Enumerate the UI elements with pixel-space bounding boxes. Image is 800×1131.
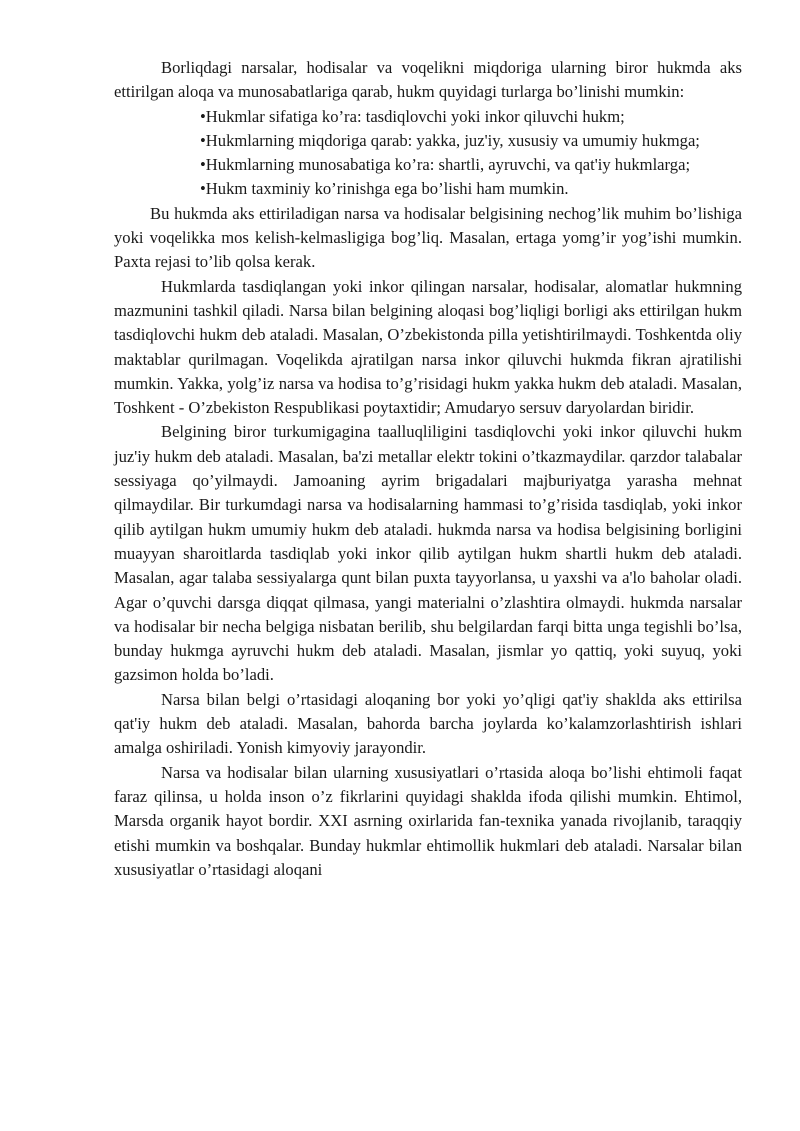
- paragraph-importance: Bu hukmda aks ettiriladigan narsa va hodisalar belgisining nechog’lik muhim bo’lishiga yoki voqelikka mos kelish-kelmasligiga bog’liq. Masalan, ertaga yomg’ir yog’ishi mumkin. Paxta rejasi to’lib qolsa kerak.: [114, 203, 742, 272]
- bullet-item-relation: •Hukmlarning munosabatiga ko’ra: shartli, ayruvchi, va qat'iy hukmlarga;: [200, 155, 691, 175]
- paragraph-affirmative-negative: Hukmlarda tasdiqlangan yoki inkor qilingan narsalar, hodisalar, alomatlar hukmning mazmunini tashkil qiladi. Narsa bilan belgining aloqasi bog’liqligi borligi aks ettirilgan hukm tasdiqlovchi hukm deb ataladi. Masalan, O’zbekistonda pilla yetishtirilmaydi. Toshkentda oliy maktablar qurilmagan. Voqelikda ajratilgan narsa inkor qiluvchi hukmda fikran ajratilishi mumkin. Yakka, yolg’iz narsa va hodisa to’g’risidagi hukm yakka hukm deb ataladi. Masalan, Toshkent - O’zbekiston Respublikasi poytaxtidir; Amudaryo sersuv daryolardan biridir.: [114, 276, 742, 418]
- intro-paragraph: Borliqdagi narsalar, hodisalar va voqelikni miqdoriga ularning biror hukmda aks ettirilgan aloqa va munosabatlariga qarab, hukm quyidagi turlarga bo’linishi mumkin:: [114, 58, 742, 102]
- bullet-item-quality: •Hukmlar sifatiga ko’ra: tasdiqlovchi yoki inkor qiluvchi hukm;: [200, 106, 625, 126]
- bullet-item-modality: •Hukm taxminiy ko’rinishga ega bo’lishi ham mumkin.: [200, 179, 569, 199]
- paragraph-probable: Narsa va hodisalar bilan ularning xususiyatlari o’rtasida aloqa bo’lishi ehtimoli faqat faraz qilinsa, u holda inson o’z fikrlarini quyidagi shaklda ifoda qilishi mumkin. Ehtimol, Marsda organik hayot bordir. XXI asrning oxirlarida fan-texnika yanada rivojlanib, taraqqiy etishi mumkin va boshqalar. Bunday hukmlar ehtimollik hukmlari deb ataladi. Narsalar bilan xususiyatlar o’rtasidagi aloqani: [114, 762, 742, 879]
- document-page: [114, 56, 742, 882]
- paragraph-particular-universal: Belgining biror turkumigagina taalluqliligini tasdiqlovchi yoki inkor qiluvchi hukm juz'iy hukm deb ataladi. Masalan, ba'zi metallar elektr tokini o’tkazmaydilar. qarzdor talabalar sessiyaga qo’yilmaydi. Jamoaning ayrim brigadalari majburiyatga yarasha mehnat qilmaydilar. Bir turkumdagi narsa va hodisalarning hammasi to’g’risida tasdiqlab, yoki inkor qilib aytilgan hukm umumiy hukm deb ataladi. hukmda narsa va hodisa belgisining borligini muayyan sharoitlarda tasdiqlab yoki inkor qilib aytilgan hukm shartli hukm deb ataladi. Masalan, agar talaba sessiyalarga qunt bilan puxta tayyorlansa, u yaxshi va a'lo baholar oladi. Agar o’quvchi darsga diqqat qilmasa, yangi materialni o’zlashtira olmaydi. hukmda narsalar va hodisalar bir necha belgiga nisbatan berilib, shu belgilardan farqi bitta unga tegishli bo’lsa, bunday hukmga ayruvchi hukm deb ataladi. Masalan, jismlar yo qattiq, yoki suyuq, yoki gazsimon holda bo’ladi.: [114, 422, 742, 685]
- bullet-item-quantity: •Hukmlarning miqdoriga qarab: yakka, juz'iy, xususiy va umumiy hukmga;: [200, 130, 700, 150]
- paragraph-categorical: Narsa bilan belgi o’rtasidagi aloqaning bor yoki yo’qligi qat'iy shaklda aks ettirilsa qat'iy hukm deb ataladi. Masalan, bahorda barcha joylarda ko’kalamzorlashtirish ishlari amalga oshiriladi. Yonish kimyoviy jarayondir.: [114, 689, 742, 758]
